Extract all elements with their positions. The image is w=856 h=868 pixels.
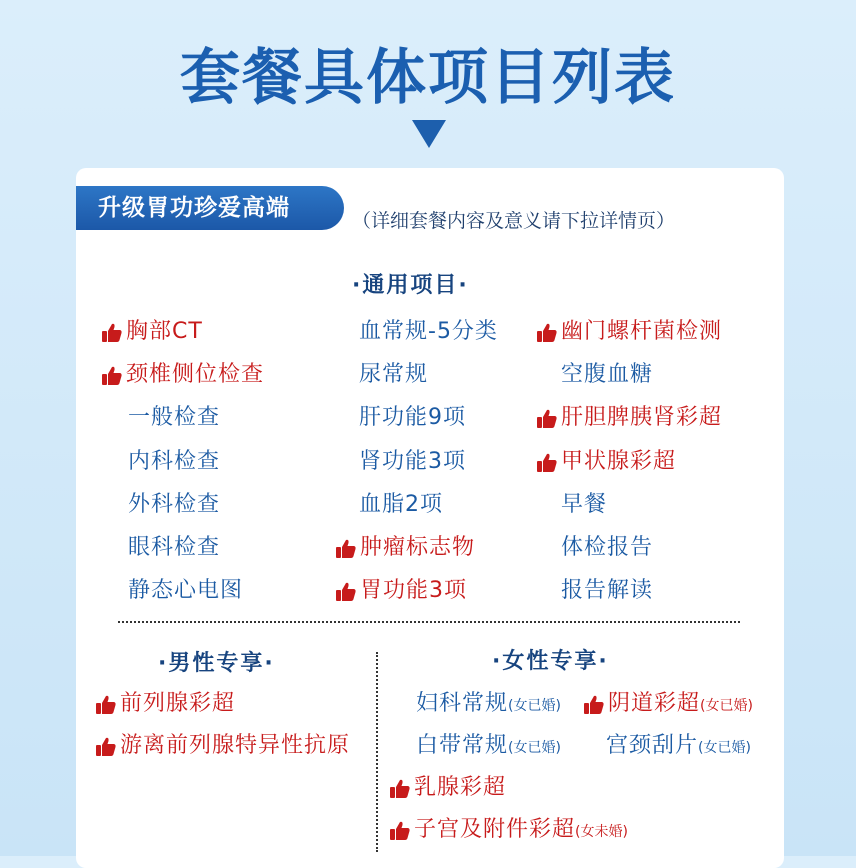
list-item-label: 肝功能9项 (359, 405, 466, 430)
list-item-label: 胃功能3项 (360, 578, 467, 603)
list-item-label: 尿常规 (359, 362, 429, 387)
list-item (128, 530, 220, 561)
list-item-label: 游离前列腺特异性抗原 (120, 733, 351, 758)
list-item-label: 前列腺彩超 (120, 691, 236, 716)
list-item (96, 686, 235, 717)
list-item (359, 444, 466, 475)
list-item-label: 空腹血糖 (561, 362, 654, 387)
list-item (102, 314, 203, 345)
list-item-label: 肝胆脾胰肾彩超 (561, 405, 723, 430)
list-item (561, 530, 653, 561)
list-item (537, 314, 722, 345)
list-item-label: 甲状腺彩超 (561, 449, 677, 474)
list-item-label: 血脂2项 (359, 492, 443, 517)
list-item (537, 444, 676, 475)
male-section-title: ·男性专享· (158, 651, 275, 676)
list-item-label: 外科检查 (128, 492, 221, 517)
page-title: 套餐具体项目列表 (180, 43, 676, 113)
list-item-label: 静态心电图 (128, 578, 244, 603)
item-note: (女已婚) (698, 740, 751, 756)
thumbs-up-icon (96, 737, 116, 756)
thumbs-up-icon (102, 323, 122, 342)
thumbs-up-icon (584, 695, 604, 714)
list-item-label: 妇科常规 (416, 691, 509, 716)
item-note: (女未婚) (575, 824, 628, 840)
list-item-label: 颈椎侧位检查 (126, 362, 265, 387)
item-note: (女已婚) (508, 698, 561, 714)
list-item (336, 530, 475, 561)
list-item-label: 宫颈刮片 (606, 733, 699, 758)
list-item (359, 314, 498, 345)
thumbs-up-icon (336, 582, 356, 601)
list-item (128, 487, 220, 518)
list-item-label: 肾功能3项 (359, 449, 466, 474)
list-item-label: 一般检查 (128, 405, 221, 430)
item-note: (女已婚) (508, 740, 561, 756)
list-item-label: 肿瘤标志物 (360, 535, 476, 560)
list-item (416, 686, 561, 717)
list-item (561, 357, 653, 388)
list-item (561, 487, 607, 518)
list-item (359, 487, 443, 518)
list-item (606, 728, 751, 759)
list-item (561, 573, 653, 604)
list-item-label: 报告解读 (561, 578, 654, 603)
list-item (390, 770, 506, 801)
list-item (359, 357, 428, 388)
list-item (128, 400, 220, 431)
list-item (416, 728, 561, 759)
thumbs-up-icon (390, 779, 410, 798)
thumbs-up-icon (537, 323, 557, 342)
list-item (336, 573, 467, 604)
list-item-label: 阴道彩超 (608, 691, 701, 716)
list-item-label: 内科检查 (128, 449, 221, 474)
thumbs-up-icon (102, 366, 122, 385)
arrow-down-icon (412, 120, 446, 148)
item-note: (女已婚) (700, 698, 753, 714)
list-item-label: 眼科检查 (128, 535, 221, 560)
list-item-label: 子宫及附件彩超 (414, 817, 576, 842)
package-note: （详细套餐内容及意义请下拉详情页） (352, 210, 676, 232)
list-item (584, 686, 753, 717)
list-item-label: 乳腺彩超 (414, 775, 507, 800)
thumbs-up-icon (96, 695, 116, 714)
list-item (128, 573, 243, 604)
list-item (390, 812, 628, 843)
list-item (96, 728, 350, 759)
thumbs-up-icon (336, 539, 356, 558)
list-item-label: 体检报告 (561, 535, 654, 560)
general-section-title: ·通用项目· (352, 273, 469, 298)
list-item (359, 400, 466, 431)
package-name-badge: 升级胃功珍爱高端 (76, 186, 344, 230)
list-item (102, 357, 264, 388)
list-item (128, 444, 220, 475)
thumbs-up-icon (537, 453, 557, 472)
list-item-label: 胸部CT (126, 319, 203, 344)
list-item-label: 白带常规 (416, 733, 509, 758)
thumbs-up-icon (537, 409, 557, 428)
thumbs-up-icon (390, 821, 410, 840)
list-item-label: 幽门螺杆菌检测 (561, 319, 723, 344)
female-section-title: ·女性专享· (492, 649, 609, 674)
list-item (537, 400, 722, 431)
list-item-label: 早餐 (561, 492, 608, 517)
divider-vertical (376, 652, 378, 852)
divider-horizontal (118, 621, 740, 623)
list-item-label: 血常规-5分类 (359, 319, 498, 344)
